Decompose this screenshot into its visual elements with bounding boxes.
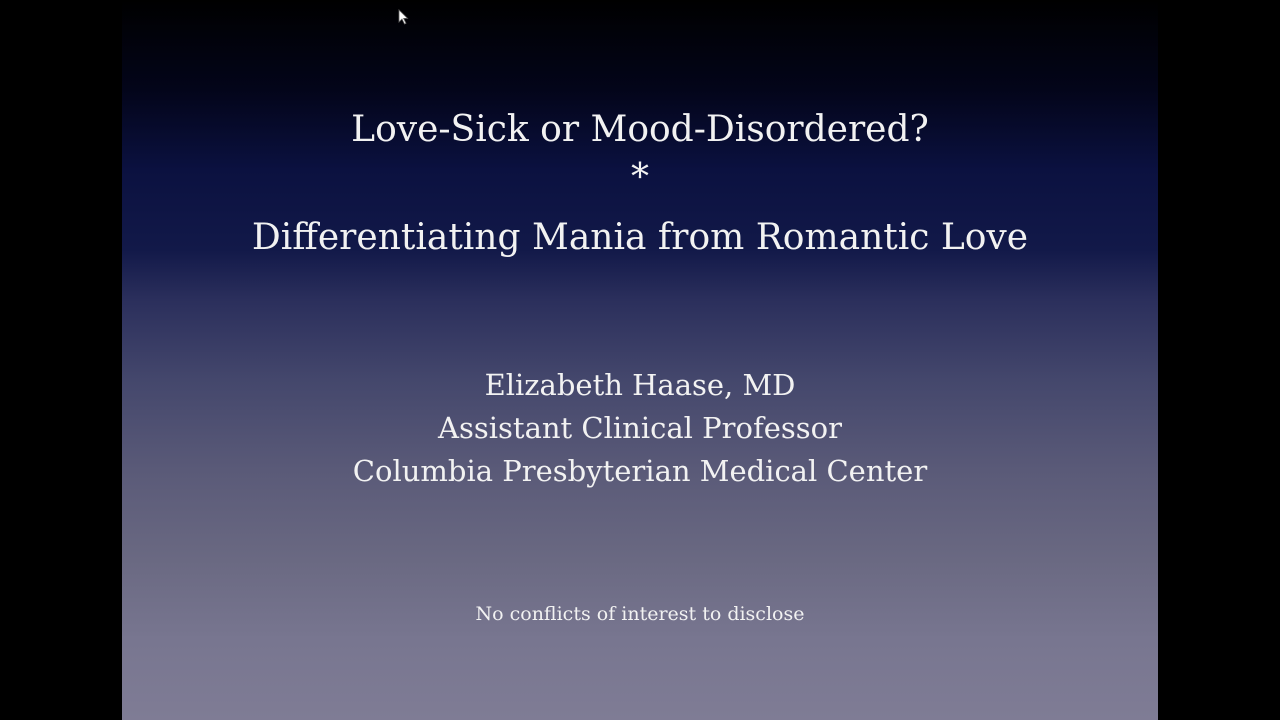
author-name: Elizabeth Haase, MD [484,368,796,402]
slide-title-line-1: Love-Sick or Mood-Disordered? [351,109,929,150]
author-position: Assistant Clinical Professor [438,411,842,445]
author-block [0,364,1280,493]
slide-title-line-2: Differentiating Mania from Romantic Love [251,217,1029,258]
disclosure-note: No conflicts of interest to disclose [475,603,805,625]
title-separator: * [631,157,649,198]
author-affiliation: Columbia Presbyterian Medical Center [352,454,928,488]
mouse-pointer-icon [398,9,410,25]
